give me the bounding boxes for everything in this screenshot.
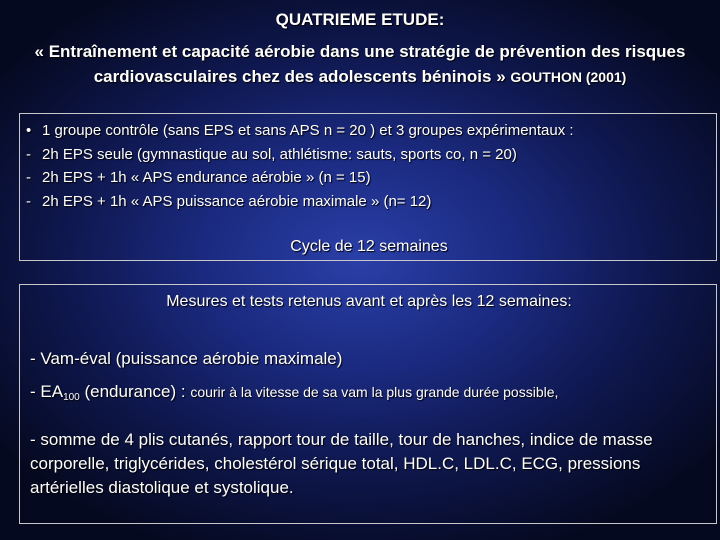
measure-vam: - Vam-éval (puissance aérobie maximale) (30, 349, 343, 368)
measure-anthropometry: - somme de 4 plis cutanés, rapport tour de taille, tour de hanches, indice de masse corporelle, triglycérides, cholestérol sérique total, HDL.C, LDL.C, ECG, pressions artérielles diastolique et systolique. (30, 430, 653, 497)
list-item (26, 143, 574, 167)
measure-ea-subscript: 100 (63, 392, 80, 403)
groups-list (26, 119, 574, 213)
groups-box (19, 113, 717, 261)
list-item-text: 2h EPS + 1h « APS puissance aérobie maximale » (n= 12) (42, 192, 432, 210)
list-item (26, 190, 574, 214)
list-bullet: - (26, 169, 31, 186)
list-item (26, 119, 574, 143)
list-item-text: 1 groupe contrôle (sans EPS et sans APS n = 20 ) et 3 groupes expérimentaux : (42, 122, 574, 139)
list-item (26, 166, 574, 190)
list-item-text: 2h EPS + 1h « APS endurance aérobie » (n = 15) (42, 169, 371, 186)
list-bullet: - (26, 145, 31, 163)
measure-ea-label: (endurance) : (79, 382, 191, 401)
measure-ea-detail: courir à la vitesse de sa vam la plus grande durée possible, (190, 384, 559, 400)
slide-subtitle (4, 39, 716, 90)
list-bullet: • (26, 122, 32, 139)
measures-heading: Mesures et tests retenus avant et après les 12 semaines: (166, 293, 572, 310)
cycle-label: Cycle de 12 semaines (290, 238, 448, 255)
study-title: « Entraînement et capacité aérobie dans une stratégie de prévention des risques cardiovasculaires chez des adolescents béninois » (34, 42, 686, 86)
list-item-text: 2h EPS seule (gymnastique au sol, athlétisme: sauts, sports co, n = 20) (42, 145, 517, 163)
study-author: GOUTHON (2001) (510, 69, 627, 85)
slide-title: QUATRIEME ETUDE: (275, 10, 445, 29)
measure-ea100 (30, 381, 558, 409)
measures-box (19, 284, 717, 524)
list-bullet: - (26, 192, 31, 210)
measure-ea-prefix: - EA (30, 382, 64, 401)
